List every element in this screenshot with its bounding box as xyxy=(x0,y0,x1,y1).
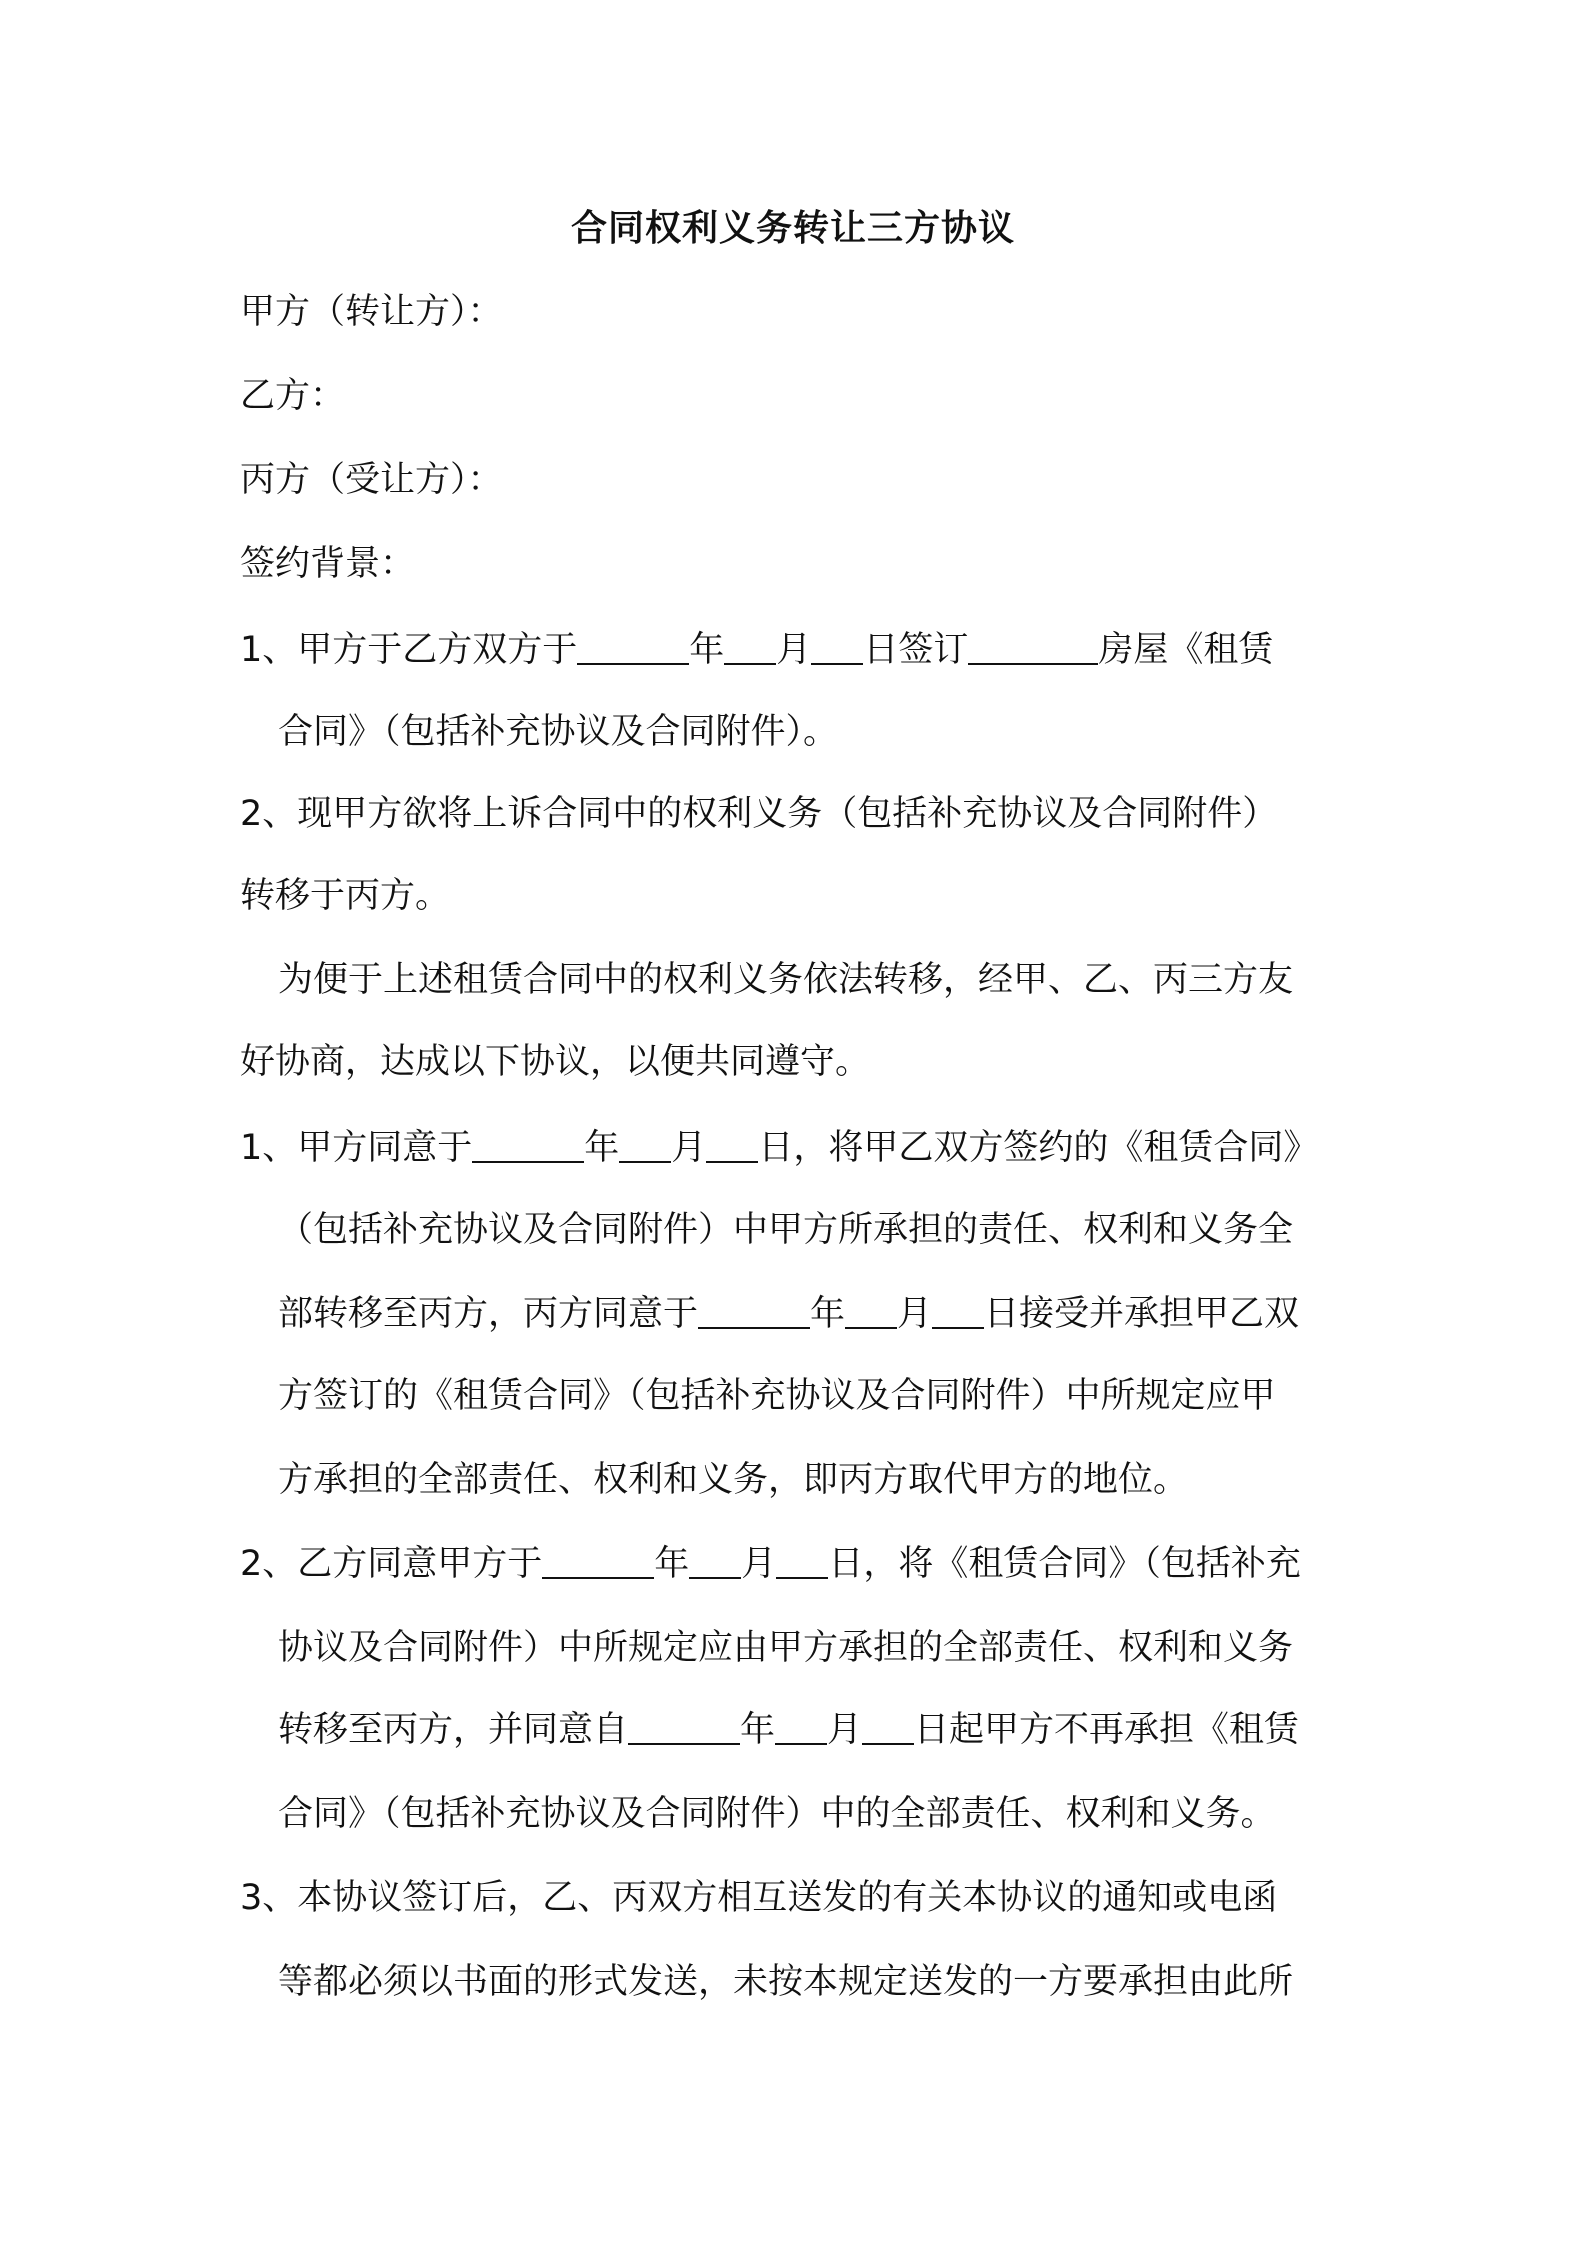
background-item-1-cont: 合同》（包括补充协议及合同附件）。 xyxy=(278,712,839,752)
c2-year: 年 xyxy=(654,1544,690,1584)
c1-prefix: 1、甲方同意于 xyxy=(240,1128,473,1168)
month-blank xyxy=(775,1713,827,1745)
c2-day-text: 日，将《租赁合同》（包括补充 xyxy=(828,1544,1301,1584)
month-blank xyxy=(724,633,776,665)
c2-l3-year: 年 xyxy=(740,1710,776,1750)
background-item-2: 2、现甲方欲将上诉合同中的权利义务（包括补充协议及合同附件） xyxy=(240,794,1278,834)
clause-3-line-2: 等都必须以书面的形式发送，未按本规定送发的一方要承担由此所 xyxy=(278,1962,1294,2002)
year-blank xyxy=(628,1713,740,1745)
c1-l3-day-text: 日接受并承担甲乙双 xyxy=(984,1294,1300,1334)
day-blank xyxy=(932,1297,984,1329)
day-blank xyxy=(776,1547,828,1579)
bg1-year: 年 xyxy=(689,630,725,670)
clause-1-line-1 xyxy=(240,1126,1360,1170)
background-item-1 xyxy=(240,628,1360,672)
intro-line-2: 好协商，达成以下协议，以便共同遵守。 xyxy=(240,1042,871,1082)
month-blank xyxy=(845,1297,897,1329)
c1-l3-month: 月 xyxy=(897,1294,933,1334)
background-heading: 签约背景： xyxy=(240,544,416,584)
c2-month: 月 xyxy=(741,1544,777,1584)
c2-l3-day-text: 日起甲方不再承担《租赁 xyxy=(914,1710,1300,1750)
year-blank xyxy=(542,1547,654,1579)
c2-prefix: 2、乙方同意甲方于 xyxy=(240,1544,543,1584)
clause-1-line-2: （包括补充协议及合同附件）中甲方所承担的责任、权利和义务全 xyxy=(278,1210,1294,1250)
c1-l3-prefix: 部转移至丙方，丙方同意于 xyxy=(278,1294,699,1334)
house-blank xyxy=(968,633,1098,665)
day-blank xyxy=(706,1131,758,1163)
c2-l3-prefix: 转移至丙方，并同意自 xyxy=(278,1710,629,1750)
party-a-label: 甲方（转让方）： xyxy=(240,292,503,332)
bg1-day-sign: 日签订 xyxy=(863,630,969,670)
month-blank xyxy=(619,1131,671,1163)
party-b-label: 乙方： xyxy=(240,376,346,416)
bg1-house-contract: 房屋《租赁 xyxy=(1098,630,1274,670)
clause-2-line-3 xyxy=(278,1708,1398,1752)
clause-1-line-5: 方承担的全部责任、权利和义务，即丙方取代甲方的地位。 xyxy=(278,1460,1189,1500)
year-blank xyxy=(577,633,689,665)
c2-l3-month: 月 xyxy=(827,1710,863,1750)
clause-3-line-1: 3、本协议签订后，乙、丙双方相互送发的有关本协议的通知或电函 xyxy=(240,1878,1278,1918)
c1-day-text: 日，将甲乙双方签约的《租赁合同》 xyxy=(758,1128,1319,1168)
clause-1-line-3 xyxy=(278,1292,1398,1336)
document-title: 合同权利义务转让三方协议 xyxy=(570,208,1015,249)
clause-2-line-4: 合同》（包括补充协议及合同附件）中的全部责任、权利和义务。 xyxy=(278,1794,1276,1834)
c1-year: 年 xyxy=(584,1128,620,1168)
day-blank xyxy=(862,1713,914,1745)
year-blank xyxy=(698,1297,810,1329)
day-blank xyxy=(811,633,863,665)
c1-month: 月 xyxy=(671,1128,707,1168)
year-blank xyxy=(472,1131,584,1163)
clause-1-line-4: 方签订的《租赁合同》（包括补充协议及合同附件）中所规定应甲 xyxy=(278,1376,1276,1416)
intro-line-1: 为便于上述租赁合同中的权利义务依法转移，经甲、乙、丙三方友 xyxy=(278,960,1294,1000)
clause-2-line-1 xyxy=(240,1542,1360,1586)
background-item-2-cont: 转移于丙方。 xyxy=(240,876,451,916)
c1-l3-year: 年 xyxy=(810,1294,846,1334)
clause-2-line-2: 协议及合同附件）中所规定应由甲方承担的全部责任、权利和义务 xyxy=(278,1628,1294,1668)
bg1-month: 月 xyxy=(776,630,812,670)
month-blank xyxy=(689,1547,741,1579)
bg1-prefix: 1、甲方于乙方双方于 xyxy=(240,630,578,670)
party-c-label: 丙方（受让方）： xyxy=(240,460,503,500)
